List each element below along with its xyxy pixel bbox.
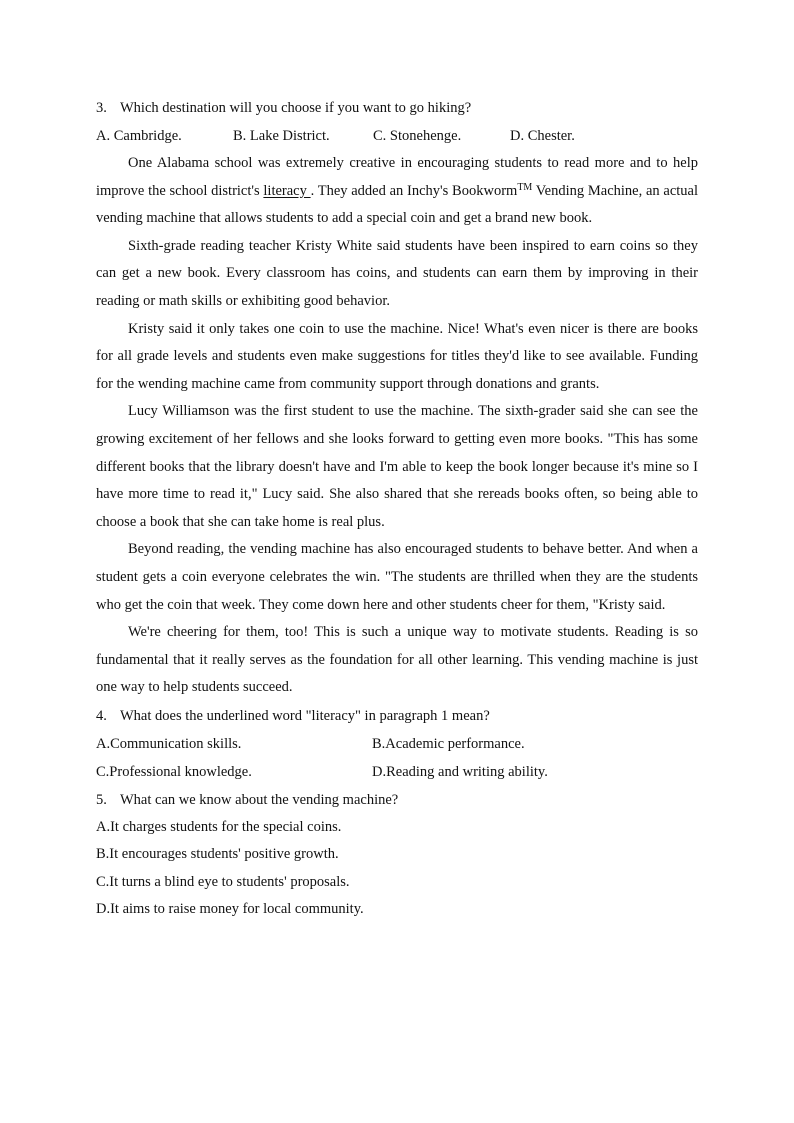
question-5-option-b[interactable]: B.It encourages students' positive growth.: [96, 846, 339, 863]
question-3-option-d[interactable]: D. Chester.: [510, 128, 575, 144]
question-5: [96, 786, 698, 814]
question-4-options-row-1: [96, 730, 698, 758]
question-5-number: 5.: [96, 791, 107, 808]
question-5-stem: What can we know about the vending machine?: [120, 791, 399, 808]
question-3-option-a[interactable]: A. Cambridge.: [96, 128, 182, 144]
paragraph-1-text-end: Vending Machine, an actual vending machine that allows students to add a special coin and get a brand new book.: [96, 182, 698, 227]
question-4-stem: What does the underlined word "literacy" in paragraph 1 mean?: [120, 707, 490, 724]
question-3-number: 3.: [96, 100, 107, 116]
question-3-option-b[interactable]: B. Lake District.: [233, 128, 330, 144]
question-4: [96, 702, 698, 730]
passage-paragraph-3: Kristy said it only takes one coin to use the machine. Nice! What's even nicer is there are books for all grade levels and students even make suggestions for titles they'd like to see available. Funding for the wending machine came from community support through donations and grants.: [96, 320, 698, 392]
reading-passage: [96, 150, 698, 702]
question-3-options: [96, 122, 698, 150]
question-4-option-c[interactable]: C.Professional knowledge.: [96, 763, 252, 780]
passage-paragraph-4: Lucy Williamson was the first student to use the machine. The sixth-grader said she can see the growing excitement of her fellows and she looks forward to getting even more books. "This has some different books that the library doesn't have and I'm able to keep the book longer because it's mine so I have more time to read it," Lucy said. She also shared that she rereads books often, so being able to choose a book that she can take home is real plus.: [96, 403, 698, 530]
question-3-option-c[interactable]: C. Stonehenge.: [373, 128, 462, 144]
question-3: [96, 94, 698, 122]
question-5-option-a[interactable]: A.It charges students for the special coins.: [96, 818, 342, 835]
question-5-option-c[interactable]: C.It turns a blind eye to students' proposals.: [96, 873, 350, 890]
passage-paragraph-5: Beyond reading, the vending machine has also encouraged students to behave better. And when a student gets a coin everyone celebrates the win. "The students are thrilled when they are the students who get the coin that week. They come down here and other students cheer for them, "Kristy said.: [96, 541, 698, 613]
question-5-option-d[interactable]: D.It aims to raise money for local community.: [96, 901, 364, 918]
passage-paragraph-1: [96, 150, 698, 233]
question-4-option-a[interactable]: A.Communication skills.: [96, 735, 242, 752]
passage-paragraph-2: Sixth-grade reading teacher Kristy White said students have been inspired to earn coins so they can get a new book. Every classroom has coins, and students can earn them by improving in their reading or math skills or exhibiting good behavior.: [96, 237, 698, 309]
passage-paragraph-6: We're cheering for them, too! This is such a unique way to motivate students. Reading is so fundamental that it really serves as the foundation for all other learning. This vending machine is just one way to help students succeed.: [96, 624, 698, 696]
question-3-stem: Which destination will you choose if you want to go hiking?: [120, 100, 472, 116]
question-4-option-b[interactable]: B.Academic performance.: [372, 735, 525, 752]
underlined-word-literacy: literacy: [263, 182, 311, 199]
exam-page: [96, 94, 698, 924]
trademark-mark: TM: [517, 181, 533, 193]
paragraph-1-text-start: One Alabama school was extremely creative in encouraging students to read more and to help improve the school district's: [96, 155, 698, 199]
question-4-option-d[interactable]: D.Reading and writing ability.: [372, 763, 548, 780]
paragraph-1-text-middle: . They added an Inchy's Bookworm: [310, 182, 518, 199]
question-4-number: 4.: [96, 707, 107, 724]
question-4-options-row-2: [96, 758, 698, 786]
